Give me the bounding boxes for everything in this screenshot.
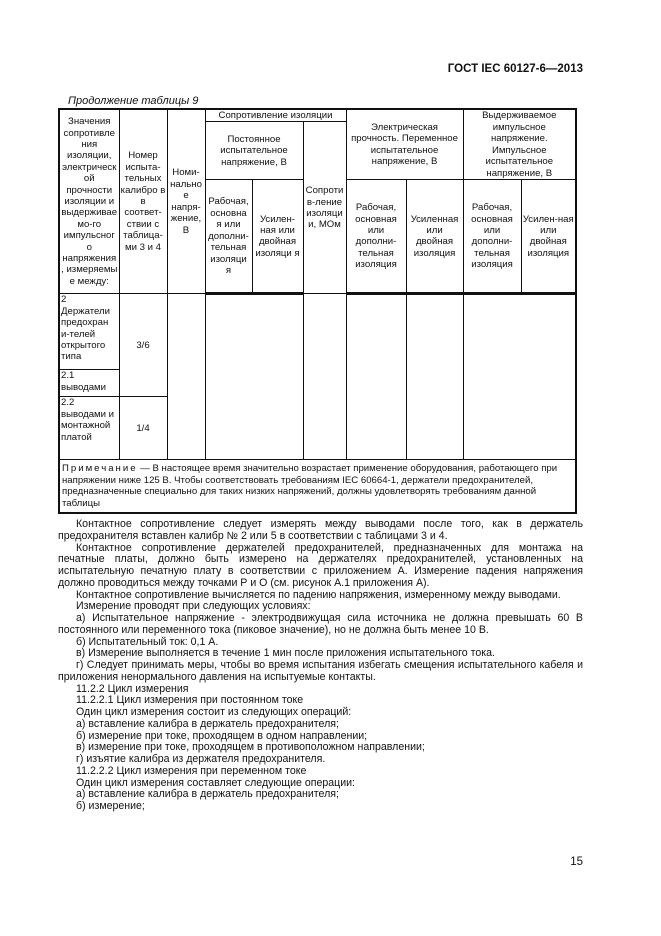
row-gauge: 1/4 [119, 397, 167, 460]
row-label: 2.1 выводами [59, 370, 119, 397]
list-item: а) вставление калибра в держатель предохранителя; [76, 717, 339, 730]
empty-cell [346, 294, 406, 460]
paragraph: в) Измерение выполняется в течение 1 мин после приложения испытательного тока. [76, 647, 495, 660]
list-item: б) измерение при токе, проходящем в одном направлении; [76, 729, 368, 742]
page-number: 15 [570, 856, 583, 868]
table-note [59, 460, 576, 513]
insulation-table [58, 108, 577, 514]
header-impulse-withstand: Выдерживаемое импульсное напряжение. Импульсное испытательное напряжение, В [463, 109, 576, 180]
list-item: в) измерение при токе, проходящем в противоположном направлении; [76, 741, 425, 754]
empty-cell [205, 294, 303, 460]
empty-cell [406, 294, 463, 460]
paragraph: Контактное сопротивление следует измерять между выводами после того, как в держатель предохранителя вставлен калибр № 2 или 5 в соответствии с таблицами 3 и 4. [58, 518, 583, 542]
empty-cell [463, 294, 576, 460]
note-label: Примечание [62, 463, 138, 475]
header-working-basic-ac: Рабочая, основная или дополни-тельная изоляция [346, 180, 406, 294]
paragraph: Контактное сопротивление вычисляется по падению напряжения, измеренному между выводами. [76, 588, 561, 601]
header-reinforced-dc: Усилен-ная или двойная изоляци я [252, 180, 303, 294]
paragraph: а) Испытательное напряжение - электродвижущая сила источника не должна превышать 60 В постоянного или переменного тока (пиковое значение), но не должна быть менее 10 В. [58, 612, 583, 636]
row-label: 2 Держатели предохран и-телей открытого типа [59, 294, 119, 370]
header-resistance-mohm: Сопроти в-ление изоляци и, МОм [303, 122, 346, 294]
table-caption: Продолжение таблицы 9 [68, 95, 199, 107]
empty-cell [303, 294, 346, 460]
header-reinforced-ac: Усиленная или двойная изоляция [406, 180, 463, 294]
header-reinforced-impulse: Усилен-ная или двойная изоляция [521, 180, 576, 294]
list-item: б) измерение; [76, 800, 145, 812]
table-row [59, 294, 576, 370]
header-dielectric-strength: Электрическая прочность. Переменное испытательное напряжение, В [346, 109, 463, 180]
paragraph: Контактное сопротивление держателей предохранителей, предназначенных для монтажа на печатные платы, должно быть измерено на держателях предохранителей, установленных на испытательную печатную плату в соответствии с приложением А. Измерение падения напряжения должно проводиться между точками Р и О (см. рисунок А.1 приложения А). [58, 541, 583, 589]
empty-cell [167, 294, 205, 460]
list-item: а) вставление калибра в держатель предохранителя; [76, 788, 339, 801]
paragraph: Один цикл измерения составляет следующие операции: [76, 776, 355, 789]
paragraph: Один цикл измерения состоит из следующих операций: [76, 706, 352, 718]
header-values-measured: Значения сопротивле ния изоляции, электрическ ой прочности изоляции и выдерживае мо-го импульсног о напряжения , измеряемы е между: [59, 109, 119, 294]
section-heading: 11.2.2.2 Цикл измерения при переменном токе [76, 764, 307, 777]
row-label: 2.2 выводами и монтажной платой [59, 397, 119, 460]
header-gauge-number: Номер испыта-тельных калибро в в соответ-ствии с таблица-ми 3 и 4 [119, 109, 167, 294]
header-dc-test-voltage: Постоянное испытательное напряжение, В [205, 122, 303, 180]
paragraph: Измерение проводят при следующих условиях: [76, 600, 311, 613]
section-heading: 11.2.2.1 Цикл измерения при постоянном токе [76, 694, 304, 707]
paragraph: б) Испытательный ток: 0,1 А. [76, 635, 219, 648]
body-text [58, 519, 583, 813]
paragraph: г) Следует принимать меры, чтобы во время испытания избегать смещения испытательного кабеля и приложения ненормального давления на испытуемые контакты. [58, 659, 583, 683]
document-id: ГОСТ IEC 60127-6—2013 [447, 63, 583, 75]
header-working-basic-dc: Рабочая, основна я или дополни-тельная изоляци я [205, 180, 252, 294]
list-item: г) изъятие калибра из держателя предохранителя. [76, 753, 326, 765]
section-heading: 11.2.2 Цикл измерения [76, 682, 189, 695]
note-text: — В настоящее время значительно возрастает применение оборудования, работающего при напряжении ниже 125 В. Чтобы соответствовать требованиям IEC 60664-1, держатели предохранителей, предназначенные специально для таких низких напряжений, должны удовлетворять требованиям данной таблицы [62, 463, 558, 509]
header-rated-voltage: Номи-нально е напря-жение, В [167, 109, 205, 294]
header-working-basic-impulse: Рабочая, основная или дополни-тельная изоляция [463, 180, 521, 294]
row-gauge: 3/6 [119, 294, 167, 397]
header-insulation-resistance: Сопротивление изоляции [205, 109, 346, 122]
